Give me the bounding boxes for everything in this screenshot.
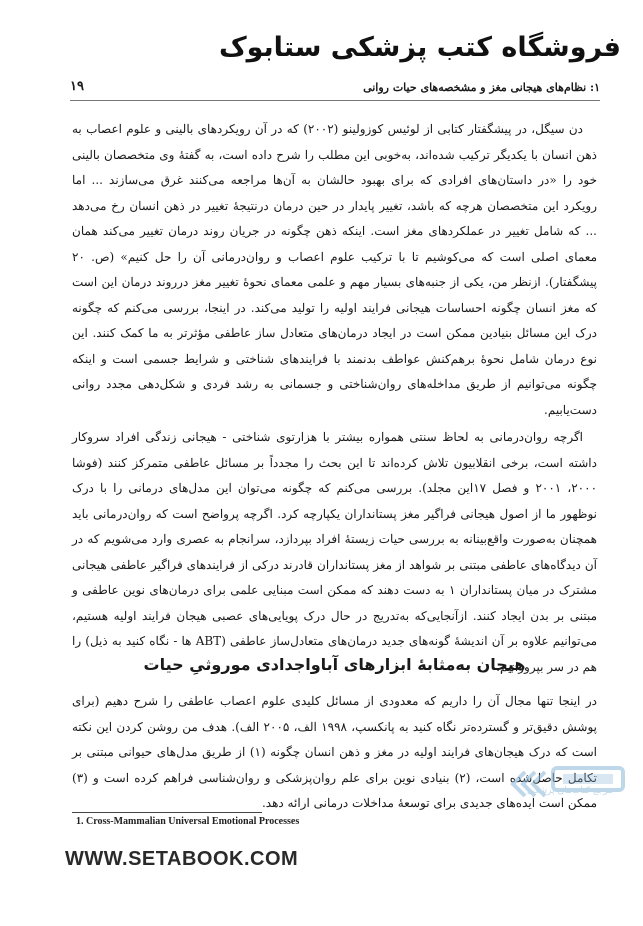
paragraph: دن سیگل، در پیشگفتار کتابی از لوئیس کوزولینو (۲۰۰۲) که در آن رویکردهای بالینی و علوم اعصاب به ذهن انسان با یکدیگر ترکیب شده‌اند، به‌خوبی این مطلب را شرح داده است، به گفتهٔ وی متخصصان بالینی خود را «در داستان‌های افرادی که برای بهبود حالشان به آن‌ها مراجعه می‌کنند غرق می‌سازند ... اما رویکرد این متخصصان هرچه که باشد، تغییر پایدار در حین درمان درنتیجهٔ تغییر در ذهن انسان رخ می‌دهد ... که شامل تغییر در عملکردهای مغز است. اینکه ذهن چگونه در جریان روند درمان تغییر می‌کند همان معمای اصلی است که می‌کوشیم تا با ترکیب علوم اعصاب و روان‌درمانی آن را حل کنیم» (ص. ۲۰ پیشگفتار). ازنظر من، یکی از جنبه‌های بسیار مهم و علمی معمای نحوهٔ تغییر مغز درروند درمان این است که مغز انسان چگونه احساسات هیجانی فرایند اولیه را تولید می‌کند. در اینجا، بررسی می‌کنم که چگونه درک این مسائل بنیادین ممکن است در ایجاد درمان‌های متعادل ساز عاطفی مؤثرتر به ما کمک کنند. این نوع درمان شامل نحوهٔ برهم‌کنش عواطف بدنمند با فرایندهای شناختی و شرایط جسمی است و اینکه چگونه می‌توانیم از طریق مداخله‌های روان‌شناختی و جسمانی به رشد فردی و شکل‌دهی مجدد روانی دست‌یابیم. — [72, 122, 598, 417]
section-heading: هیجان به‌مثابهٔ ابزارهای آباواجدادی موروثیِ حیات — [143, 655, 526, 674]
watermark-graphic-icon — [505, 760, 630, 835]
watermark-text: مرجع کتاب‌های پزشکی — [527, 786, 614, 796]
website-url: WWW.SETABOOK.COM — [65, 848, 299, 870]
footnote-divider — [72, 812, 262, 813]
setabook-watermark-logo — [505, 760, 630, 835]
paragraph: اگرچه روان‌درمانی به لحاظ سنتی همواره بیشتر با هزارتوی شناختی - هیجانی زندگی افراد سروکار داشته است، برخی انقلابیون تلاش کرده‌اند تا این بحث را مجدداً بر مسائل عاطفی متمرکز کنند (فوشا ۲۰۰۰، ۲۰۰۱ و فصل ۱۷این مجلد). بررسی می‌کنم که چگونه می‌توان این مدل‌های درمانی را با درک نوظهور ما از اصول هیجانی فراگیر مغز پستانداران یکپارچه کرد. اگرچه پرواضح است که روان‌درمانی باید همچنان به‌صورت واقع‌بینانه به بررسی حیات زیستهٔ افراد بپردازد، سرانجام به عصری وارد می‌شویم که در آن دیدگاه‌های عاطفی مبتنی بر شواهد از مغز پستانداران قادرند درکی از فرایندهای فراگیر عاطفی هیجانی مشترک در میان پستانداران ۱ به دست دهند که ممکن است مبنایی علمی برای درمان‌های نوین عاطفی و مبتنی بر بدن ایجاد کنند. ازآنجایی‌که به‌تدریج در حال درک پویایی‌های عصبی هیجان فرایند اولیه هستیم، می‌توانیم علاوه بر آن اندیشهٔ گونه‌های جدید درمان‌های متعادل‌ساز عاطفی (ABT ها - نگاه کنید به ذیل) را هم در سر بپرورانیم. — [72, 430, 598, 674]
paragraph: در اینجا تنها مجال آن را داریم که معدودی از مسائل کلیدی علوم اعصاب عاطفی را شرح دهیم (برای پوشش دقیق‌تر و گسترده‌تر نگاه کنید به پانکسپ، ۱۹۹۸ الف، ۲۰۰۵ الف). هدف من روشن کردن این نکته است که درک هیجان‌های فرایند اولیه در مغز و ذهن انسان چگونه (۱) از طریق مدل‌های حیوانی مبتنی بر تکامل حاصل‌شده است، (۲) بنیادی نوین برای علم روان‌پزشکی و روان‌شناسی فراهم کرده است و (۳) ممکن است ایده‌های جدیدی برای توسعهٔ مداخلات درمانی ارائه دهد. — [72, 694, 598, 810]
page-number: ۱۹ — [70, 79, 84, 94]
footnote: 1. Cross-Mammalian Universal Emotional Processes — [76, 816, 300, 827]
running-head — [70, 80, 600, 101]
store-title: فروشگاه کتب پزشکی ستابوک — [218, 32, 621, 63]
chapter-title: ۱: نظام‌های هیجانی مغز و مشخصه‌های حیات روانی — [363, 81, 600, 94]
body-text — [72, 117, 597, 680]
